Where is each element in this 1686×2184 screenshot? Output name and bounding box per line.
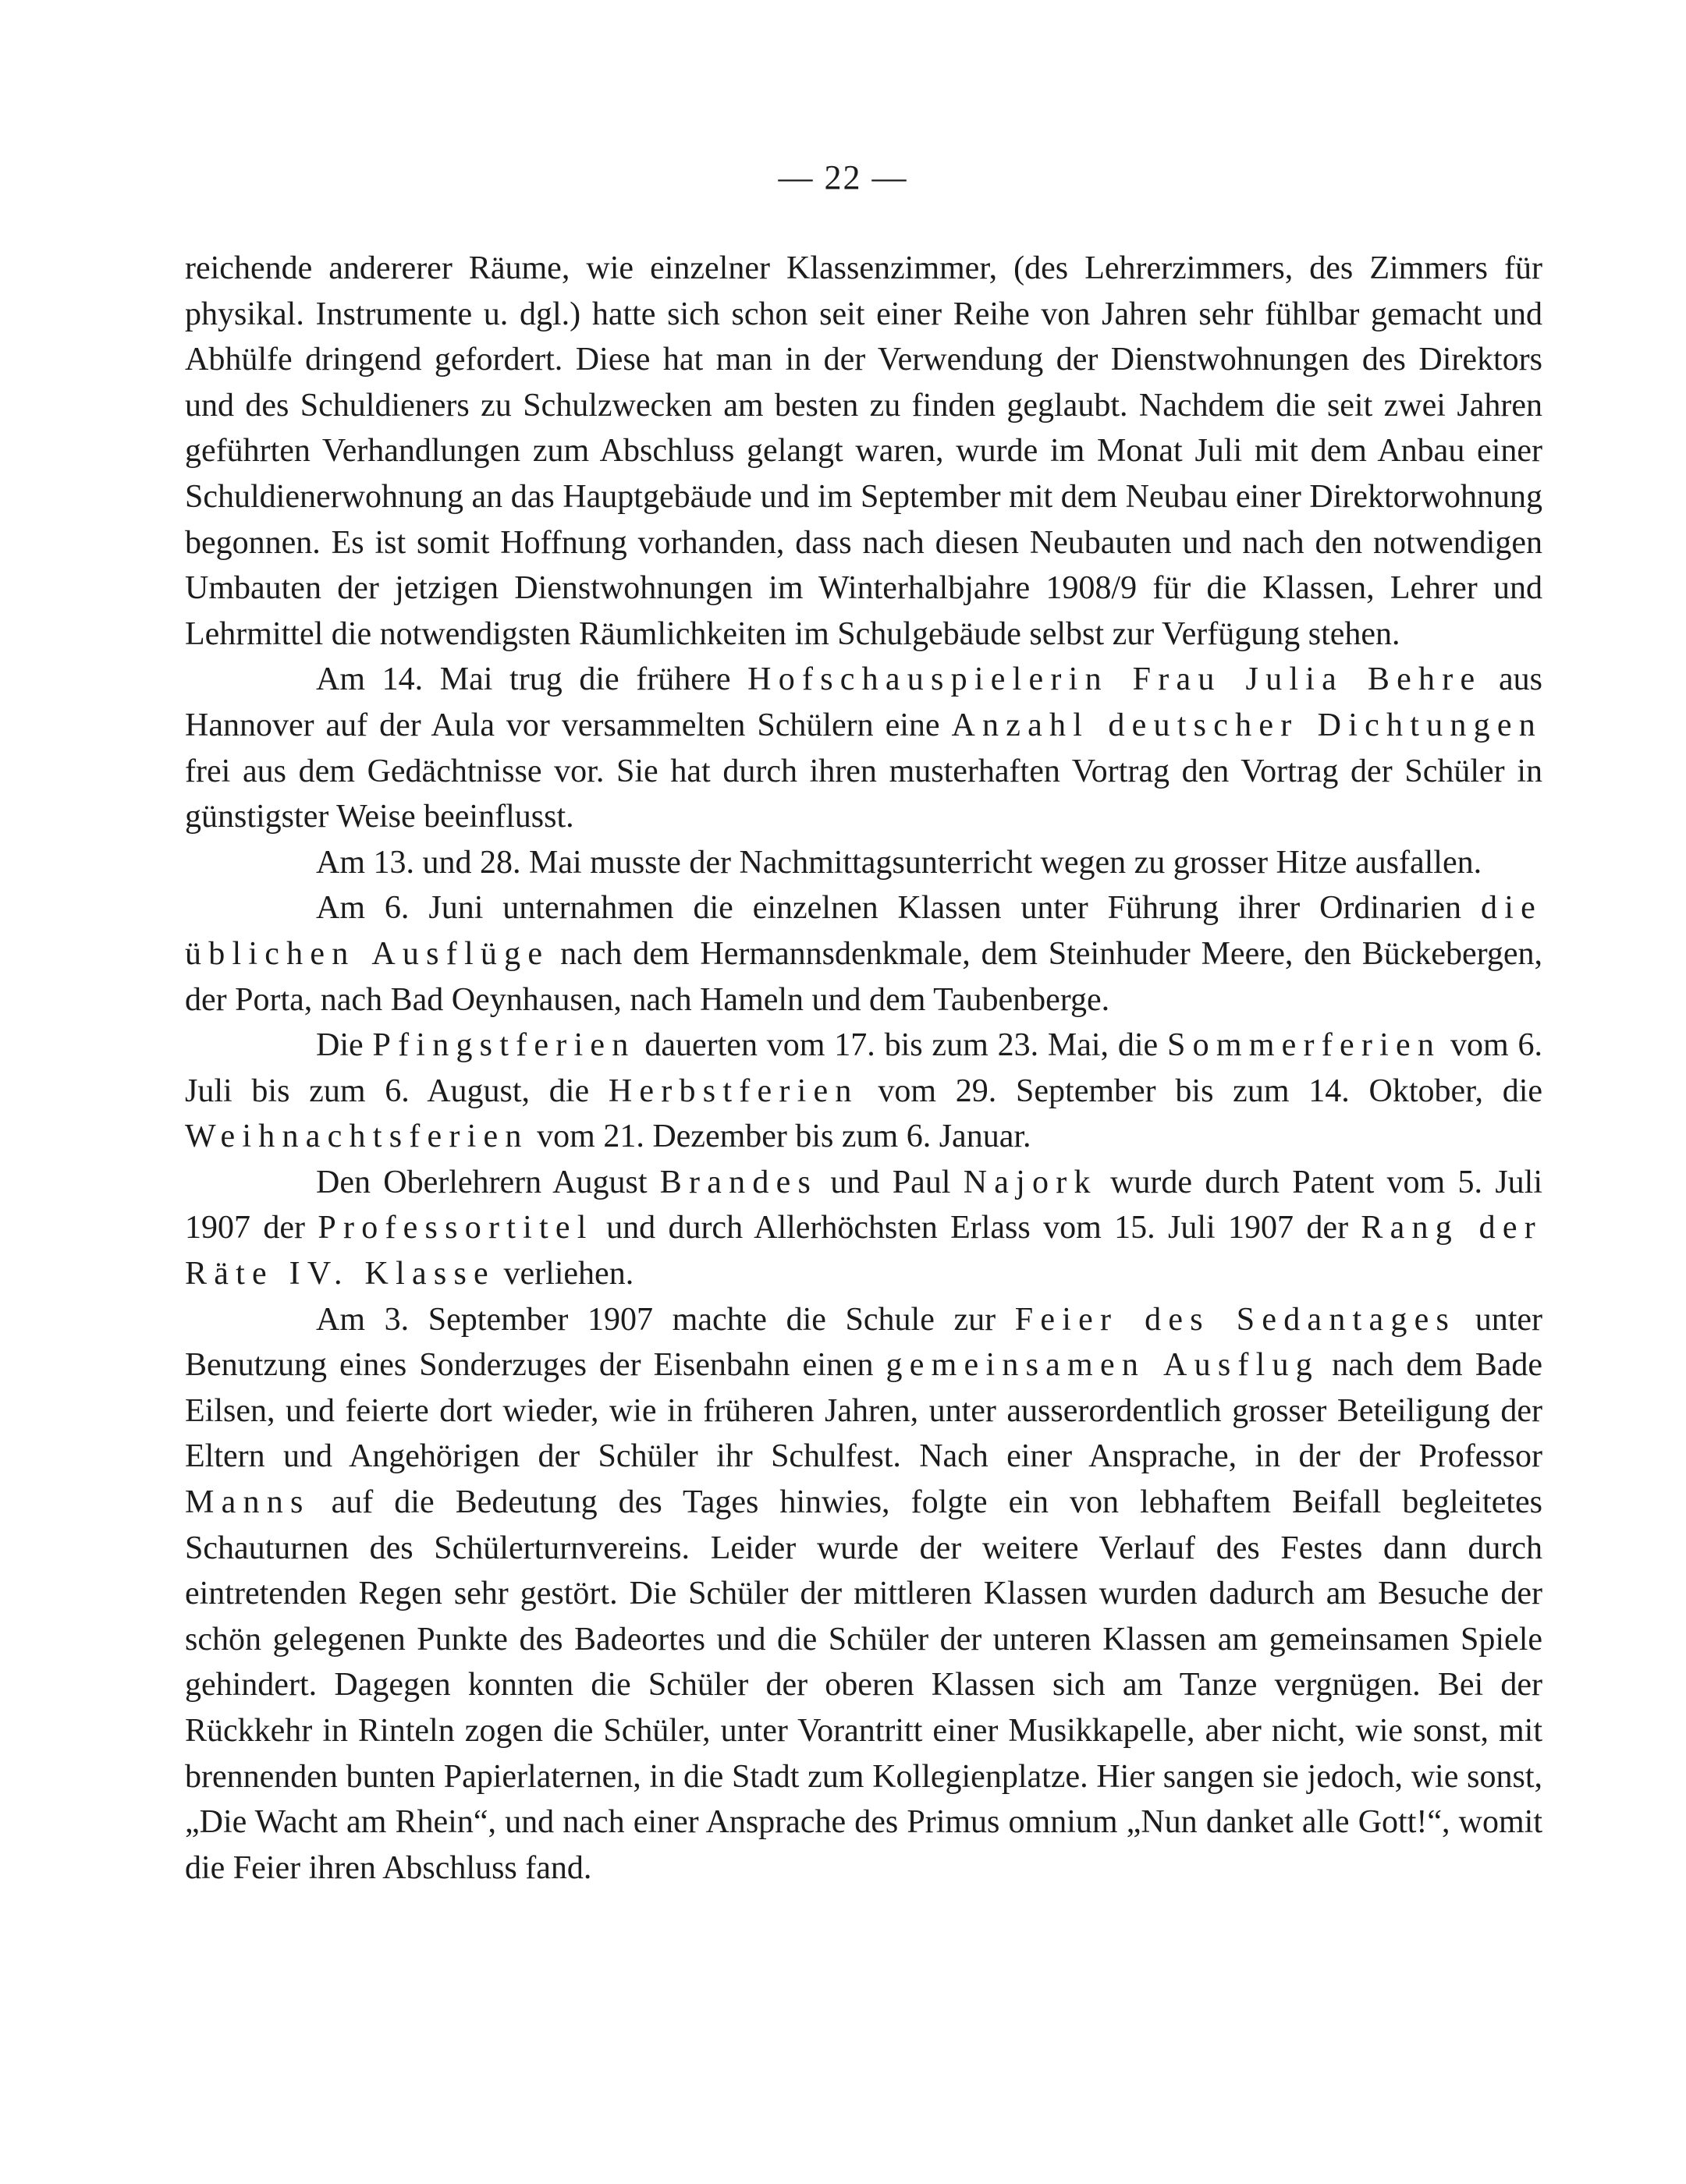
spaced-emphasis: Sommerferien [1167,1027,1442,1064]
text-run: verliehen. [495,1256,634,1292]
spaced-emphasis: Feier des Sedantages [1014,1301,1457,1338]
body-text [185,246,1542,1891]
paragraph [185,1160,1542,1297]
text-run: aus Hannover auf der Aula vor versammelten Schülern eine [185,661,1542,743]
text-run: Den Oberlehrern August [316,1164,660,1200]
paragraph [185,1023,1542,1160]
paragraph [185,657,1542,839]
text-run: auf die Bedeutung des Tages hinwies, folgte ein von lebhaftem Beifall begleitetes Schauturnen des Schülerturnvereins. Leider wurde der weitere Verlauf des Festes dann durch eintretenden Regen sehr gestört. Die Schüler der mittleren Klassen wurden dadurch am Besuche der schön gelegenen Punkte des Badeortes und die Schüler der unteren Klassen am gemeinsamen Spiele gehindert. Dagegen konnten die Schüler der oberen Klassen sich am Tanze vergnügen. Bei der Rückkehr in Rinteln zogen die Schüler, unter Vorantritt einer Musikkapelle, aber nicht, wie sonst, mit brennenden bunten Papierlaternen, in die Stadt zum Kollegienplatze. Hier sangen sie jedoch, wie sonst, „Die Wacht am Rhein“, und nach einer Ansprache des Primus omnium „Nun danket alle Gott!“, womit die Feier ihren Abschluss fand. [185,1484,1542,1886]
spaced-emphasis: Rang der Räte IV. Klasse [185,1210,1542,1292]
spaced-emphasis: Professortitel [318,1210,594,1246]
page-number: — 22 — [778,158,908,197]
text-run: dauerten vom 17. bis zum 23. Mai, die [635,1027,1168,1064]
paragraph [185,1297,1542,1892]
spaced-emphasis: gemeinsamen Ausflug [886,1347,1320,1384]
spaced-emphasis: Manns [185,1484,311,1521]
text-run: nach dem Bade Eilsen, und feierte dort wieder, wie in früheren Jahren, unter ausserordentlich grosser Beteiligung der Eltern und Angehörigen der Schüler ihr Schulfest. Nach einer Ansprache, in der der Professor [185,1347,1542,1475]
spaced-emphasis: Herbstferien [608,1072,859,1109]
paragraph [185,840,1542,886]
text-run: Am 13. und 28. Mai musste der Nachmittagsunterricht wegen zu grosser Hitze ausfallen. [316,844,1482,881]
paragraph [185,885,1542,1023]
text-run: Die [316,1027,373,1064]
spaced-emphasis: Weihnachtsferien [185,1119,529,1155]
text-run: vom 6. Juli bis zum 6. August, die [185,1027,1542,1109]
spaced-emphasis: die üblichen Ausflüge [185,890,1542,972]
text-run: Am 3. September 1907 machte die Schule zur [316,1301,1015,1338]
text-run: vom 21. Dezember bis zum 6. Januar. [528,1119,1031,1155]
text-run: wurde durch Patent vom 5. Juli 1907 der [185,1164,1542,1246]
text-run: und durch Allerhöchsten Erlass vom 15. Juli 1907 der [593,1210,1361,1246]
text-run: nach dem Hermannsdenkmale, dem Steinhuder Meere, den Bückebergen, der Porta, nach Bad Oeynhausen, nach Hameln und dem Taubenberge. [185,935,1543,1018]
text-run: und Paul [818,1164,964,1200]
text-run: reichende andererer Räume, wie einzelner Klassenzimmer, (des Lehrerzimmers, des Zimmers für physikal. Instrumente u. dgl.) hatte sich schon seit einer Reihe von Jahren sehr fühlbar gemacht und Abhülfe dringend gefordert. Diese hat man in der Verwendung der Dienstwohnungen des Direktors und des Schuldieners zu Schulzwecken am besten zu finden geglaubt. Nachdem die seit zwei Jahren geführten Verhandlungen zum Abschluss gelangt waren, wurde im Monat Juli mit dem Anbau einer Schuldienerwohnung an das Hauptgebäude und im September mit dem Neubau einer Direktorwohnung begonnen. Es ist somit Hoffnung vorhanden, dass nach diesen Neubauten und nach den notwendigen Umbauten der jetzigen Dienstwohnungen im Winterhalbjahre 1908/9 für die Klassen, Lehrer und Lehrmittel die notwendigsten Räumlichkeiten im Schulgebäude selbst zur Verfügung stehen. [185,250,1542,652]
spaced-emphasis: Anzahl deutscher Dichtungen [951,707,1542,743]
spaced-emphasis: Najork [963,1164,1098,1200]
spaced-emphasis: Hofschauspielerin Frau Julia Behre [747,661,1482,698]
text-run: unter Benutzung eines Sonderzuges der Eisenbahn einen [185,1301,1542,1384]
text-run: Am 6. Juni unternahmen die einzelnen Klassen unter Führung ihrer Ordinarien [316,890,1481,927]
text-run: Am 14. Mai trug die frühere [316,661,748,698]
text-run: frei aus dem Gedächtnisse vor. Sie hat durch ihren musterhaften Vortrag den Vortrag der Schüler in günstigster Weise beeinflusst. [185,753,1542,835]
paragraph [185,246,1542,657]
text-run: vom 29. September bis zum 14. Oktober, die [858,1072,1542,1109]
spaced-emphasis: Pfingstferien [372,1027,636,1064]
spaced-emphasis: Brandes [659,1164,818,1200]
